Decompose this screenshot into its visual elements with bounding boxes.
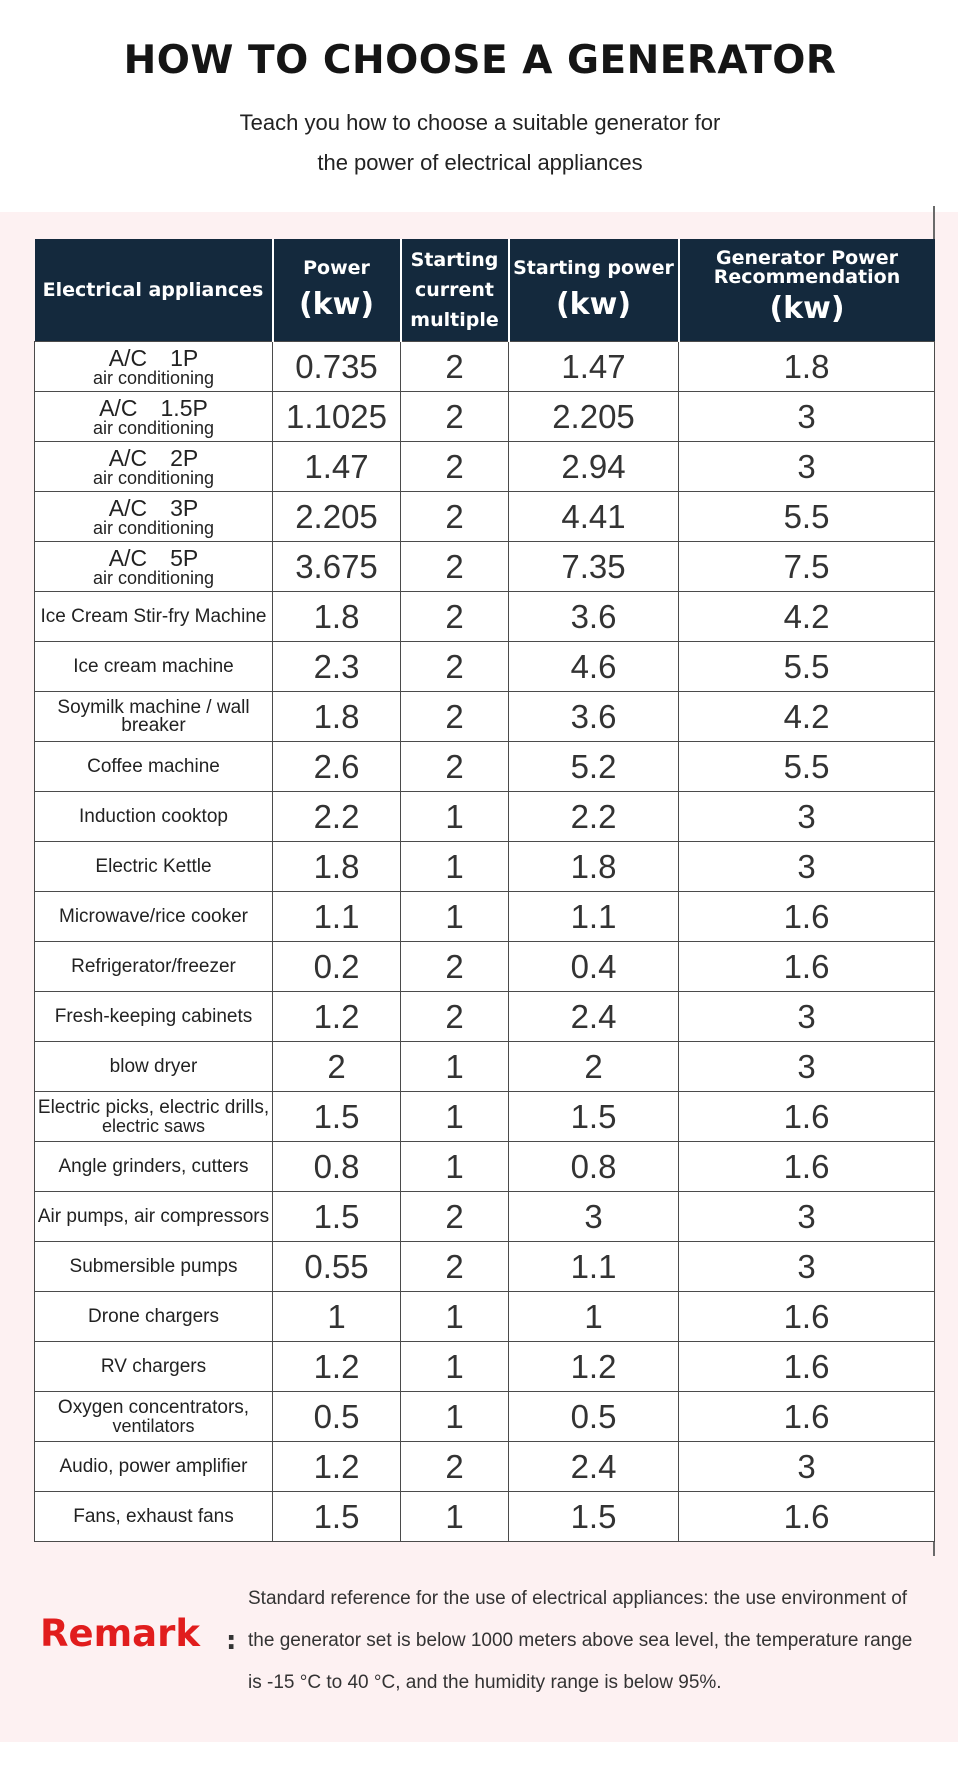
table-row (35, 442, 935, 492)
appliance-name: Electric Kettle (95, 855, 212, 877)
appliance-name: Coffee machine (87, 755, 220, 777)
table-row (35, 792, 935, 842)
cell-recommendation: 4.2 (679, 692, 935, 742)
cell-power: 0.8 (273, 1142, 401, 1192)
appliance-subname: air conditioning (92, 467, 215, 488)
remark-colon: : (226, 1626, 237, 1656)
cell-power: 0.735 (273, 342, 401, 392)
cell-starting-power: 0.4 (509, 942, 679, 992)
cell-starting-power: 1.5 (509, 1092, 679, 1142)
table-row (35, 892, 935, 942)
cell-starting-power: 1.5 (509, 1492, 679, 1542)
table-row (35, 1142, 935, 1192)
cell-recommendation: 1.6 (679, 942, 935, 992)
table-row (35, 1092, 935, 1142)
cell-appliance (35, 1342, 273, 1392)
table-row (35, 992, 935, 1042)
cell-multiple: 1 (401, 792, 509, 842)
cell-multiple: 2 (401, 1242, 509, 1292)
cell-starting-power: 5.2 (509, 742, 679, 792)
header-recommendation-line-2: Recommendation (713, 266, 901, 288)
cell-recommendation: 5.5 (679, 492, 935, 542)
cell-multiple: 2 (401, 592, 509, 642)
cell-power: 1.2 (273, 992, 401, 1042)
appliance-subname: ventilators (112, 1415, 195, 1436)
table-row (35, 1192, 935, 1242)
cell-starting-power: 1.2 (509, 1342, 679, 1392)
cell-appliance (35, 1142, 273, 1192)
cell-appliance (35, 442, 273, 492)
cell-appliance (35, 342, 273, 392)
appliance-name: Fresh-keeping cabinets (54, 1005, 253, 1027)
cell-power: 1.8 (273, 842, 401, 892)
cell-recommendation: 1.6 (679, 1492, 935, 1542)
header-appliance-label: Electrical appliances (42, 279, 264, 301)
appliance-name: A/C 2P (108, 444, 199, 471)
cell-recommendation: 1.6 (679, 1292, 935, 1342)
cell-starting-power: 7.35 (509, 542, 679, 592)
appliance-name: Soymilk machine / wall breaker (57, 696, 250, 736)
cell-multiple: 2 (401, 642, 509, 692)
header-multiple-line-2: current (414, 279, 495, 301)
cell-multiple: 1 (401, 1342, 509, 1392)
table-row (35, 1042, 935, 1092)
appliance-name: Drone chargers (88, 1305, 219, 1327)
cell-recommendation: 3 (679, 1242, 935, 1292)
cell-appliance (35, 1292, 273, 1342)
cell-recommendation: 1.6 (679, 1142, 935, 1192)
cell-starting-power: 3.6 (509, 592, 679, 642)
cell-recommendation: 3 (679, 1192, 935, 1242)
header-power-label: Power (303, 257, 370, 279)
cell-multiple: 1 (401, 842, 509, 892)
cell-multiple: 2 (401, 992, 509, 1042)
appliance-name: A/C 5P (108, 544, 199, 571)
cell-recommendation: 1.6 (679, 1092, 935, 1142)
cell-appliance (35, 892, 273, 942)
cell-power: 1.2 (273, 1442, 401, 1492)
appliance-name: Electric picks, electric drills, (37, 1096, 270, 1118)
cell-recommendation: 3 (679, 792, 935, 842)
appliance-name: Ice cream machine (73, 655, 234, 677)
table-row (35, 592, 935, 642)
table-row (35, 1442, 935, 1492)
header-recommendation-line-1: Generator Power (716, 247, 898, 269)
appliance-name: Air pumps, air compressors (37, 1205, 270, 1227)
generator-table (34, 239, 935, 1542)
cell-multiple: 1 (401, 1142, 509, 1192)
cell-power: 2.205 (273, 492, 401, 542)
cell-power: 3.675 (273, 542, 401, 592)
cell-starting-power: 2.4 (509, 1442, 679, 1492)
appliance-subname: air conditioning (92, 517, 215, 538)
cell-power: 1.5 (273, 1092, 401, 1142)
appliance-name: Induction cooktop (79, 805, 228, 827)
table-header-row (35, 239, 935, 342)
header-starting-power-label: Starting power (513, 257, 674, 279)
cell-power: 1.8 (273, 692, 401, 742)
cell-starting-power: 2.2 (509, 792, 679, 842)
cell-appliance (35, 1442, 273, 1492)
cell-multiple: 1 (401, 1392, 509, 1442)
cell-recommendation: 1.6 (679, 1392, 935, 1442)
cell-starting-power: 1 (509, 1292, 679, 1342)
cell-power: 2.6 (273, 742, 401, 792)
cell-multiple: 1 (401, 892, 509, 942)
cell-appliance (35, 1092, 273, 1142)
cell-power: 1.1025 (273, 392, 401, 442)
cell-recommendation: 3 (679, 1442, 935, 1492)
appliance-name: A/C 1P (108, 344, 199, 371)
cell-power: 2.3 (273, 642, 401, 692)
table-row (35, 1292, 935, 1342)
cell-appliance (35, 1242, 273, 1292)
cell-appliance (35, 992, 273, 1042)
header-multiple-line-1: Starting (410, 249, 499, 271)
cell-starting-power: 2.94 (509, 442, 679, 492)
cell-recommendation: 3 (679, 992, 935, 1042)
appliance-name: RV chargers (100, 1355, 207, 1377)
cell-power: 2.2 (273, 792, 401, 842)
cell-appliance (35, 692, 273, 742)
cell-multiple: 1 (401, 1292, 509, 1342)
table-row (35, 542, 935, 592)
cell-multiple: 2 (401, 742, 509, 792)
appliance-name: Angle grinders, cutters (58, 1155, 249, 1177)
appliance-name: Refrigerator/freezer (71, 955, 236, 977)
cell-multiple: 1 (401, 1492, 509, 1542)
cell-multiple: 2 (401, 692, 509, 742)
remark-label: Remark (40, 1612, 200, 1655)
cell-recommendation: 4.2 (679, 592, 935, 642)
cell-power: 0.5 (273, 1392, 401, 1442)
cell-appliance (35, 1492, 273, 1542)
cell-multiple: 2 (401, 1442, 509, 1492)
cell-recommendation: 1.6 (679, 892, 935, 942)
cell-appliance (35, 742, 273, 792)
appliance-name: Oxygen concentrators, (57, 1396, 250, 1418)
header-multiple-line-3: multiple (410, 309, 499, 331)
cell-appliance (35, 1042, 273, 1092)
appliance-name: Audio, power amplifier (59, 1455, 248, 1477)
cell-multiple: 1 (401, 1092, 509, 1142)
cell-multiple: 1 (401, 1042, 509, 1092)
cell-starting-power: 1.8 (509, 842, 679, 892)
header-recommendation (679, 239, 935, 342)
cell-appliance (35, 1392, 273, 1442)
cell-recommendation: 3 (679, 442, 935, 492)
appliance-name: blow dryer (109, 1055, 198, 1077)
page-header (0, 0, 960, 210)
cell-starting-power: 1.1 (509, 892, 679, 942)
cell-multiple: 2 (401, 542, 509, 592)
cell-power: 1 (273, 1292, 401, 1342)
cell-multiple: 2 (401, 1192, 509, 1242)
page-title: HOW TO CHOOSE A GENERATOR (123, 38, 837, 83)
cell-power: 1.8 (273, 592, 401, 642)
table-row (35, 1492, 935, 1542)
appliance-name: Fans, exhaust fans (73, 1505, 234, 1527)
cell-power: 0.55 (273, 1242, 401, 1292)
cell-power: 2 (273, 1042, 401, 1092)
appliance-name: Microwave/rice cooker (59, 905, 248, 927)
appliance-name: A/C 3P (108, 494, 199, 521)
cell-recommendation: 3 (679, 392, 935, 442)
table-row (35, 842, 935, 892)
header-starting-power (509, 239, 679, 342)
page-subtitle (0, 103, 960, 183)
cell-appliance (35, 492, 273, 542)
table-body (35, 342, 935, 1542)
subtitle-line-1: Teach you how to choose a suitable generator for (239, 110, 721, 135)
table-row (35, 692, 935, 742)
cell-appliance (35, 942, 273, 992)
table-row (35, 392, 935, 442)
cell-recommendation: 1.6 (679, 1342, 935, 1392)
cell-recommendation: 3 (679, 842, 935, 892)
table-row (35, 642, 935, 692)
appliance-subname: air conditioning (92, 367, 215, 388)
cell-power: 1.2 (273, 1342, 401, 1392)
cell-appliance (35, 392, 273, 442)
appliance-name: A/C 1.5P (99, 394, 208, 421)
appliance-subname: electric saws (101, 1115, 206, 1136)
appliance-subname: air conditioning (92, 567, 215, 588)
appliance-subname: air conditioning (92, 417, 215, 438)
table-row (35, 342, 935, 392)
cell-power: 1.5 (273, 1492, 401, 1542)
cell-multiple: 2 (401, 492, 509, 542)
table-row (35, 1242, 935, 1292)
cell-starting-power: 4.41 (509, 492, 679, 542)
appliance-name: Submersible pumps (69, 1255, 238, 1277)
table-row (35, 492, 935, 542)
cell-starting-power: 1.1 (509, 1242, 679, 1292)
cell-power: 1.5 (273, 1192, 401, 1242)
cell-appliance (35, 642, 273, 692)
cell-starting-power: 2.4 (509, 992, 679, 1042)
cell-appliance (35, 792, 273, 842)
cell-multiple: 2 (401, 442, 509, 492)
cell-starting-power: 0.5 (509, 1392, 679, 1442)
header-appliance (35, 239, 273, 342)
header-power-unit: (kw) (298, 287, 375, 322)
cell-recommendation: 5.5 (679, 742, 935, 792)
cell-starting-power: 2 (509, 1042, 679, 1092)
appliance-name: Ice Cream Stir-fry Machine (40, 605, 267, 627)
table-row (35, 942, 935, 992)
cell-appliance (35, 542, 273, 592)
cell-multiple: 2 (401, 392, 509, 442)
cell-recommendation: 5.5 (679, 642, 935, 692)
subtitle-line-2: the power of electrical appliances (317, 150, 643, 175)
table-row (35, 742, 935, 792)
cell-starting-power: 4.6 (509, 642, 679, 692)
cell-appliance (35, 1192, 273, 1242)
cell-recommendation: 7.5 (679, 542, 935, 592)
cell-power: 1.47 (273, 442, 401, 492)
cell-starting-power: 0.8 (509, 1142, 679, 1192)
cell-appliance (35, 592, 273, 642)
header-power (273, 239, 401, 342)
cell-appliance (35, 842, 273, 892)
table-row (35, 1392, 935, 1442)
header-recommendation-unit: (kw) (769, 291, 845, 326)
header-starting-power-unit: (kw) (555, 287, 632, 322)
cell-power: 0.2 (273, 942, 401, 992)
cell-power: 1.1 (273, 892, 401, 942)
table-row (35, 1342, 935, 1392)
cell-multiple: 2 (401, 942, 509, 992)
cell-starting-power: 3 (509, 1192, 679, 1242)
cell-starting-power: 1.47 (509, 342, 679, 392)
cell-multiple: 2 (401, 342, 509, 392)
cell-starting-power: 3.6 (509, 692, 679, 742)
cell-recommendation: 1.8 (679, 342, 935, 392)
cell-recommendation: 3 (679, 1042, 935, 1092)
cell-starting-power: 2.205 (509, 392, 679, 442)
header-multiple (401, 239, 509, 342)
remark-text: Standard reference for the use of electrical appliances: the use environment of the generator set is below 1000 meters above sea level, the temperature range is -15 °C to 40 °C, and the humidity range is below 95%. (248, 1588, 913, 1693)
